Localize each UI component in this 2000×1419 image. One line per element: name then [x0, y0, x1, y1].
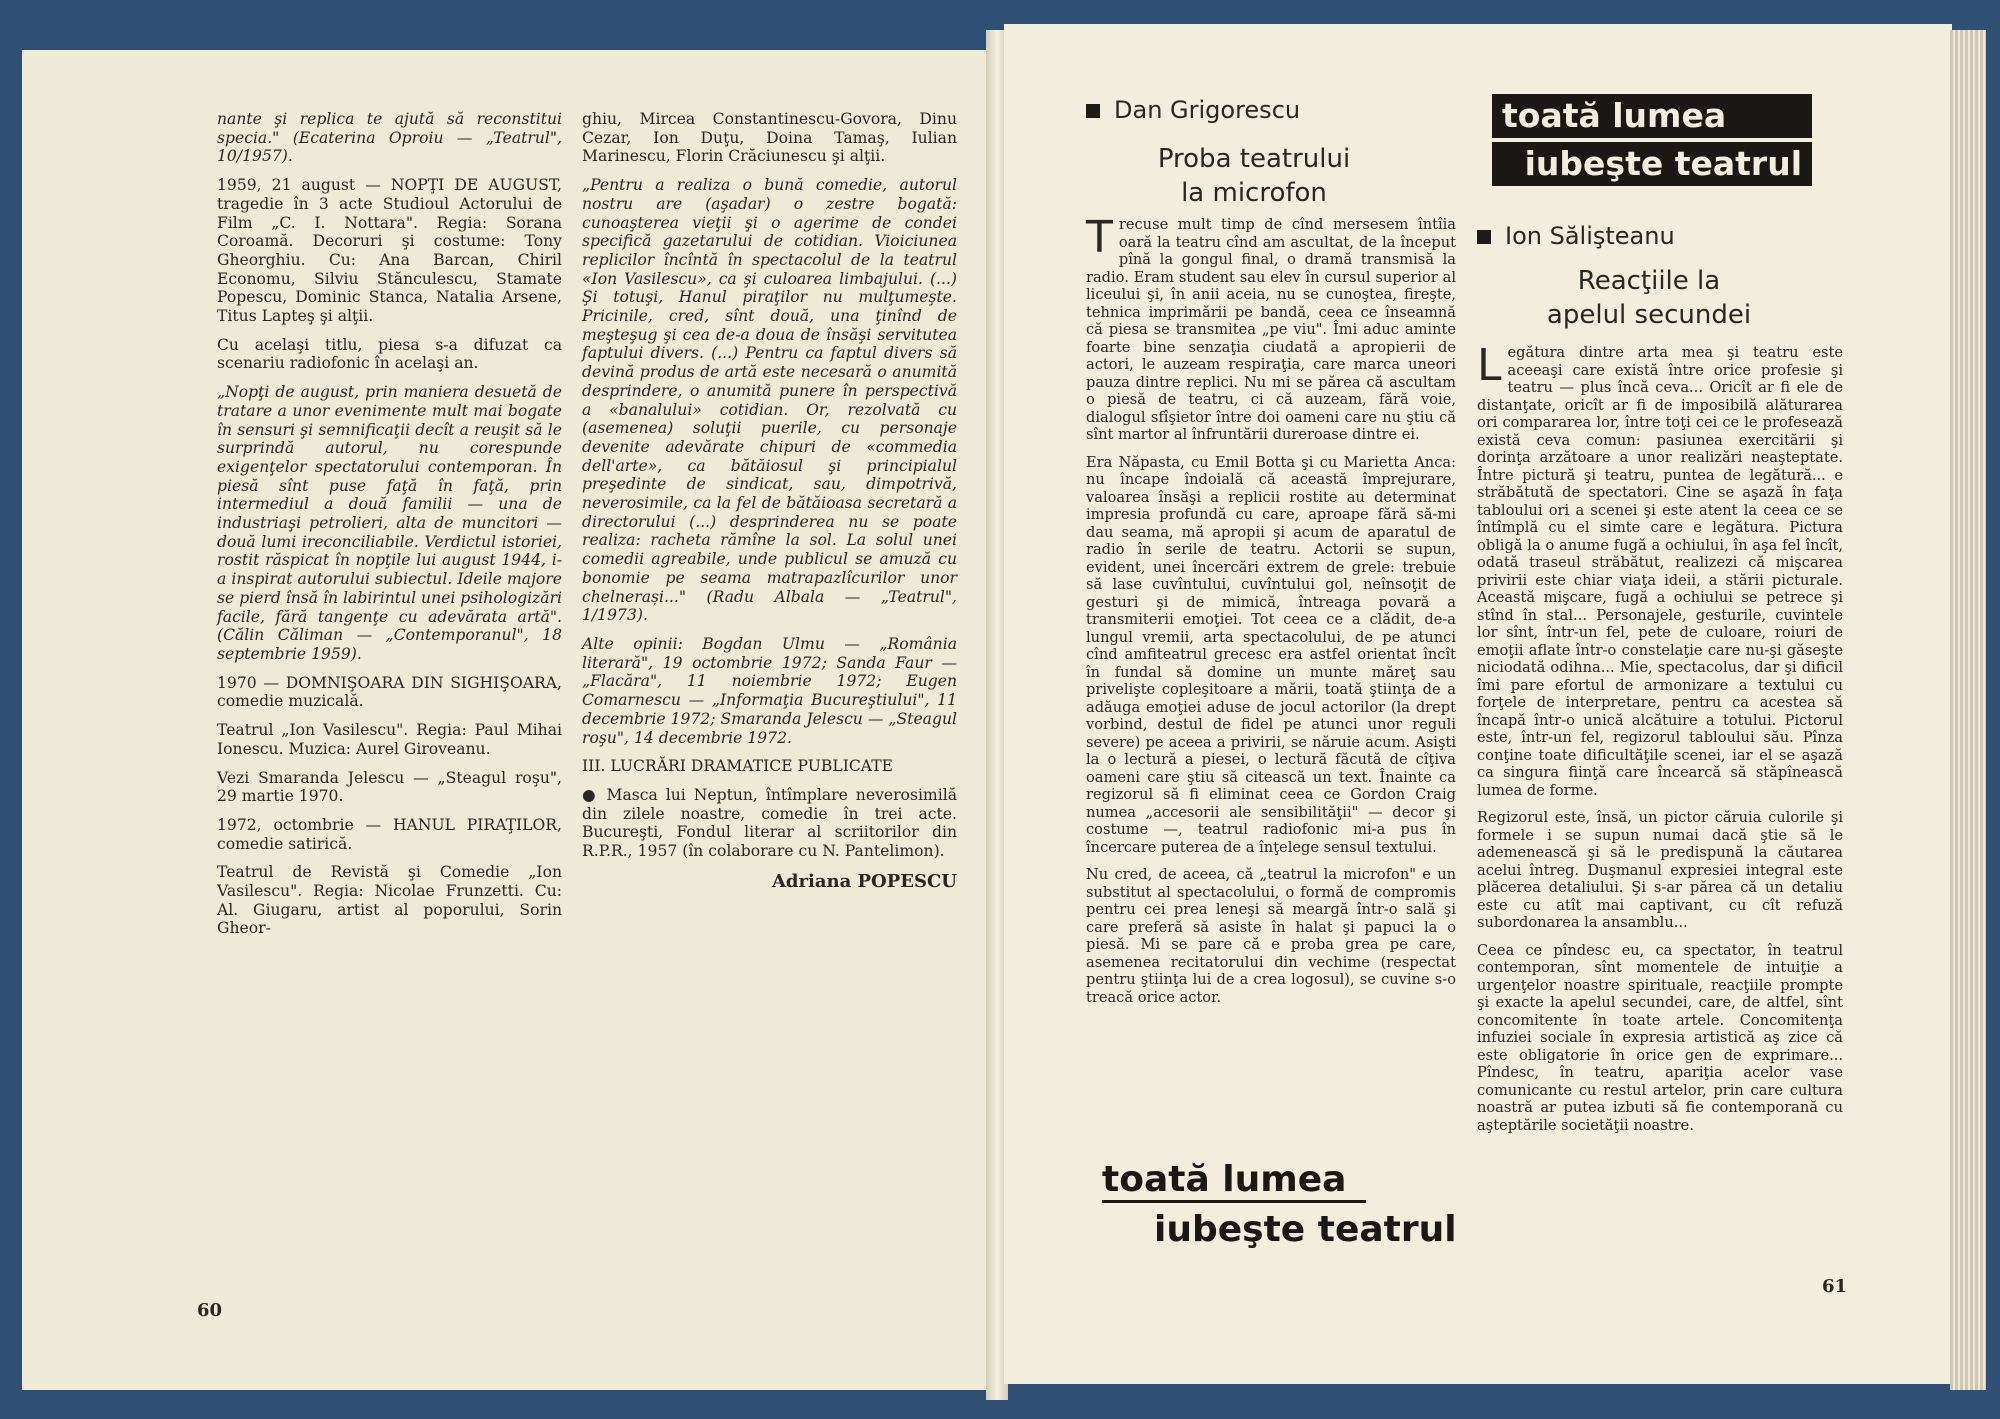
text-paragraph: egătura dintre arta mea şi teatru este aceeaşi care există între orice profesie şi teatru — plus încă ceva... Oricît ar fi ele de distanţate, oricît ar fi de imposibilă alăturarea ori compararea lor, între toţi cei ce le profesează există ceva comun: pasiunea exercitării şi dorinţa arzătoare a unor realizări neaşteptate. Între pictură şi teatru, puntea de legătură... e străbătută de spectatori. Cine se aşază în faţa tabloului ori a scenei şi este atent la ceea ce se întîmplă cu el simte care e legătura. Pictura obligă la o anume fugă a ochiului, în aşa fel încît, odată traseul străbătut, realizezi că mişcarea privirii este chiar viaţa ideii, a stării picturale. Această mişcare, fugă a ochiului se petrece şi stînd în stal... Personajele, gesturile, cuvintele lor sînt, într-un fel, pete de culoare, roiuri de emoţii aflate într-o constelaţie care nu-şi găseşte niciodată odihna... Mie, spectacolus, dar şi dificil îmi pare efortul de armonizare a textului cu forţele de interpretare, pentru ca acestea să încapă într-o unică alcătuire a totului. Pictorul este, într-un fel, regizorul tabloului său. Pînza conţine toate dificultăţile scenei, iar el se aşază ca singura fiinţă care încearcă să stăpînească lumea de forme.	[1477, 344, 1843, 799]
title-line: la microfon	[1181, 178, 1327, 209]
text-paragraph: Teatrul „Ion Vasilescu". Regia: Paul Mihai Ionescu. Muzica: Aurel Giroveanu.	[217, 721, 562, 758]
text-paragraph: Cu acelaşi titlu, piesa s-a difuzat ca scenariu radiofonic în acelaşi an.	[217, 335, 562, 373]
square-bullet-icon	[1477, 230, 1491, 244]
article-author	[1477, 222, 1675, 250]
text-paragraph: 1972, octombrie — HANUL PIRAŢILOR, comedie satirică.	[217, 815, 562, 853]
text-paragraph: ghiu, Mircea Constantinescu-Govora, Dinu Cezar, Ion Duţu, Doina Tamaş, Iulian Marinescu, Florin Crăciunescu şi alţii.	[582, 110, 957, 166]
text-paragraph: „Nopţi de august, prin maniera desuetă de tratare a unor evenimente mult mai bogate în sensuri şi semnificaţii decît a reuşit să le surprindă autorul, nu corespunde exigenţelor spectatorului contemporan. În piesă sînt puse faţă în faţă, prin intermediul a două familii — una de industriaşi petrolieri, alta de muncitori — două lumi ireconciliabile. Verdictul istoriei, rostit răspicat în nopţile lui august 1944, i-a inspirat autorului subiectul. Ideile majore se pierd însă în labirintul unei psihologizări facile, fără tangenţe cu adevărata artă". (Călin Căliman — „Contemporanul", 18 septembrie 1959).	[217, 383, 563, 663]
text-paragraph: Era Năpasta, cu Emil Botta şi cu Marietta Anca: nu încape îndoială că această împrejurare, valoarea însăşi a replicii rostite au determinat impresia profundă cu care, aproape fără să-mi dau seama, mă apropii şi acum de aparatul de radio în serile de teatru. Actorii se supun, evident, unei încercări extrem de grele: trebuie să lase cuvîntului, cuvîntului gol, neînsoţit de gesturi şi de mimică, întreaga povară a transmiterii emoţiei. Tot ceea ce a clădit, de-a lungul vremii, arta spectacolului, de pe atunci cînd amfiteatrul grecesc era astfel orientat încît în fundal să domine un munte măreţ sau privelişte copleşitoare a mării, toată ştiinţa de a adăuga emoţiei aduse de jocul actorilor (la drept vorbind, destul de fidel pe atunci unor reguli severe) pe aceea a privirii, se năruie acum. Asişti la o lectură a piesei, o lectură făcută de cîţiva oameni care ştiu să citească un text. Înainte ca regizorul să fi eliminat ceea ce Gordon Craig numea „accesorii ale sensibilităţii" — decor şi costume —, teatrul radiofonic mi-a pus în încercare puterea de a înţelege sensul textului.	[1086, 453, 1456, 856]
title-line: Proba teatrului	[1157, 144, 1351, 174]
text-paragraph: ● Masca lui Neptun, întîmplare neverosimilă din zilele noastre, comedie în trei acte. Bucureşti, Fondul literar al scriitorilor din R.P.R., 1957 (în colaborare cu N. Pantelimon).	[582, 785, 957, 861]
banner-line: toată lumea	[1492, 94, 1812, 138]
text-paragraph: Nu cred, de aceea, că „teatrul la microfon" e un substitut al spectacolului, o formă de compromis pentru cei prea leneşi să meargă într-o sală şi care preferă să asiste în halat şi papuci la o piesă. Mi se pare că e proba grea pe care, asemenea recitatorului din vechime (respectat pentru ştiinţa lui de a crea logosul), se cuvine s-o treacă orice actor.	[1086, 866, 1456, 1006]
article-body	[1477, 340, 1843, 1144]
text-paragraph: Teatrul de Revistă şi Comedie „Ion Vasilescu". Regia: Nicolae Frunzetti. Cu: Al. Giugaru, artist al poporului, Sorin Gheor-	[217, 863, 562, 938]
drop-cap: T	[1086, 212, 1113, 263]
text-paragraph: Regizorul este, însă, un pictor căruia culorile şi formele i se supun numai dacă ştie să le ademenească şi să le predispună la căutarea acelui întreg. Duşmanul expresiei integral este plăcerea detaliului. Şi s-ar părea că un detaliu este cu atît mai captivant, cu cît refuză subordonarea la ansamblu...	[1477, 809, 1843, 931]
article-body	[1086, 212, 1456, 1016]
page-number: 61	[1822, 1276, 1848, 1297]
footer-title: iubeşte teatrul	[1154, 1209, 1457, 1250]
text-paragraph: Ceea ce pîndesc eu, ca spectator, în teatrul contemporan, sînt momentele de intuiţie a urgenţelor noastre spirituale, reacţiile prompte şi exacte la apelul secundei, care, de altfel, sînt concomitente în toate artele. Concomitenţa infuziei sociale în expresia artistică aş zice că este obligatorie în orice gen de exprimare... Pîndesc, în teatru, apariţia acelor vase comunicante cu restul artelor, prin care cultura noastră ar putea izbuti să fie contemporană cu aşteptările societăţii noastre.	[1477, 941, 1843, 1134]
text-paragraph: „Pentru a realiza o bună comedie, autorul nostru are (aşadar) o zestre bogată: cunoaşterea vieţii şi o agerime de condei specifică gazetarului de cotidian. Vioiciunea replicilor încîntă în spectacolul de la teatrul «Ion Vasilescu», ca şi culoarea limbajului. (...) Şi totuşi, Hanul piraţilor nu mulţumeşte. Pricinile, cred, sînt două, una ţinînd de meşteşug şi cea de-a doua de însăşi servitutea faptului divers. (...) Pentru ca faptul divers să devină produs de artă este necesară o anumită desprindere, o anumită punere în perspectivă a «banalului» cotidian. Or, rezolvată cu (asemenea) soluţii puerile, cu personaje devenite adevărate chipuri de «commedia dell'arte», ca bătăiosul şi principialul preşedinte de sindicat, sau, dimpotrivă, neverosimile, ca la fel de bătăioasa secretară a directorului (...) desprinderea nu se poate realiza: racheta rămîne la sol. La solul unei comedii agreabile, unde publicul se amuză cu bonomie pe seama matrapazlîcurilor unor chelnerași..." (Radu Albala — „Teatrul", 1/1973).	[582, 176, 957, 625]
author-name: Dan Grigorescu	[1114, 96, 1301, 124]
square-bullet-icon	[1086, 104, 1100, 118]
footer-title: toată lumea	[1102, 1159, 1366, 1203]
drop-cap: L	[1477, 340, 1502, 391]
right-page	[1004, 24, 1952, 1384]
text-paragraph: recuse mult timp de cînd mersesem întîia oară la teatru cînd am ascultat, de la început pînă la gongul final, o dramă transmisă la radio. Eram student sau elev în cursul superior al liceului şi, în anii aceia, nu se cunoştea, fireşte, tehnica imprimării pe bandă, ceea ce înseamnă că piesa se transmitea „pe viu". Îmi aduc aminte foarte bine senzaţia ciudată a apropierii de actori, le auzeam respiraţia, care marca uneori pauza dintre replici. Nu mi se părea că ascultam o piesă de teatru, ci că auzeam, fără voie, dialogul sfîşietor între doi oameni care nu ştiu că sînt martor al înfruntării dureroase dintre ei.	[1086, 216, 1456, 443]
left-column-1	[217, 110, 562, 948]
text-paragraph: 1970 — DOMNIŞOARA DIN SIGHIŞOARA, comedie muzicală.	[217, 673, 562, 711]
article-author	[1086, 96, 1300, 124]
page-edges	[1950, 30, 1986, 1390]
left-page	[22, 50, 992, 1390]
section-heading: III. LUCRĂRI DRAMATICE PUBLICATE	[582, 757, 893, 776]
text-paragraph: nante şi replica te ajută să reconstitui specia." (Ecaterina Oproiu — „Teatrul", 10/1957).	[217, 110, 562, 166]
article-title	[1094, 142, 1414, 211]
text-paragraph: Vezi Smaranda Jelescu — „Steagul roşu", 29 martie 1970.	[217, 768, 562, 806]
article-title	[1504, 264, 1794, 333]
page-number: 60	[197, 1300, 223, 1321]
banner-line: iubeşte teatrul	[1492, 142, 1812, 186]
title-line: Reacţiile la	[1577, 266, 1721, 296]
text-paragraph: 1959, 21 august — NOPŢI DE AUGUST, tragedie în 3 acte Studioul Actorului de Film „C. I. Nottara". Regia: Sorana Coroamă. Decoruri şi costume: Tony Gheorghiu. Cu: Ana Barcan, Chiril Economu, Silviu Stănculescu, Stamate Popescu, Dominic Stanca, Natalia Arsene, Titus Lapteş şi alţii.	[217, 176, 562, 326]
text-paragraph: Alte opinii: Bogdan Ulmu — „România literară", 19 octombrie 1972; Sanda Faur — „Flacăra", 11 noiembrie 1972; Eugen Comarnescu — „Informaţia Bucureştiului", 11 decembrie 1972; Smaranda Jelescu — „Steagul roşu", 14 decembrie 1972.	[582, 634, 957, 747]
author-signature: Adriana POPESCU	[771, 870, 957, 892]
left-column-2	[582, 110, 957, 902]
author-name: Ion Sălişteanu	[1505, 222, 1675, 250]
title-line: apelul secundei	[1546, 300, 1752, 331]
